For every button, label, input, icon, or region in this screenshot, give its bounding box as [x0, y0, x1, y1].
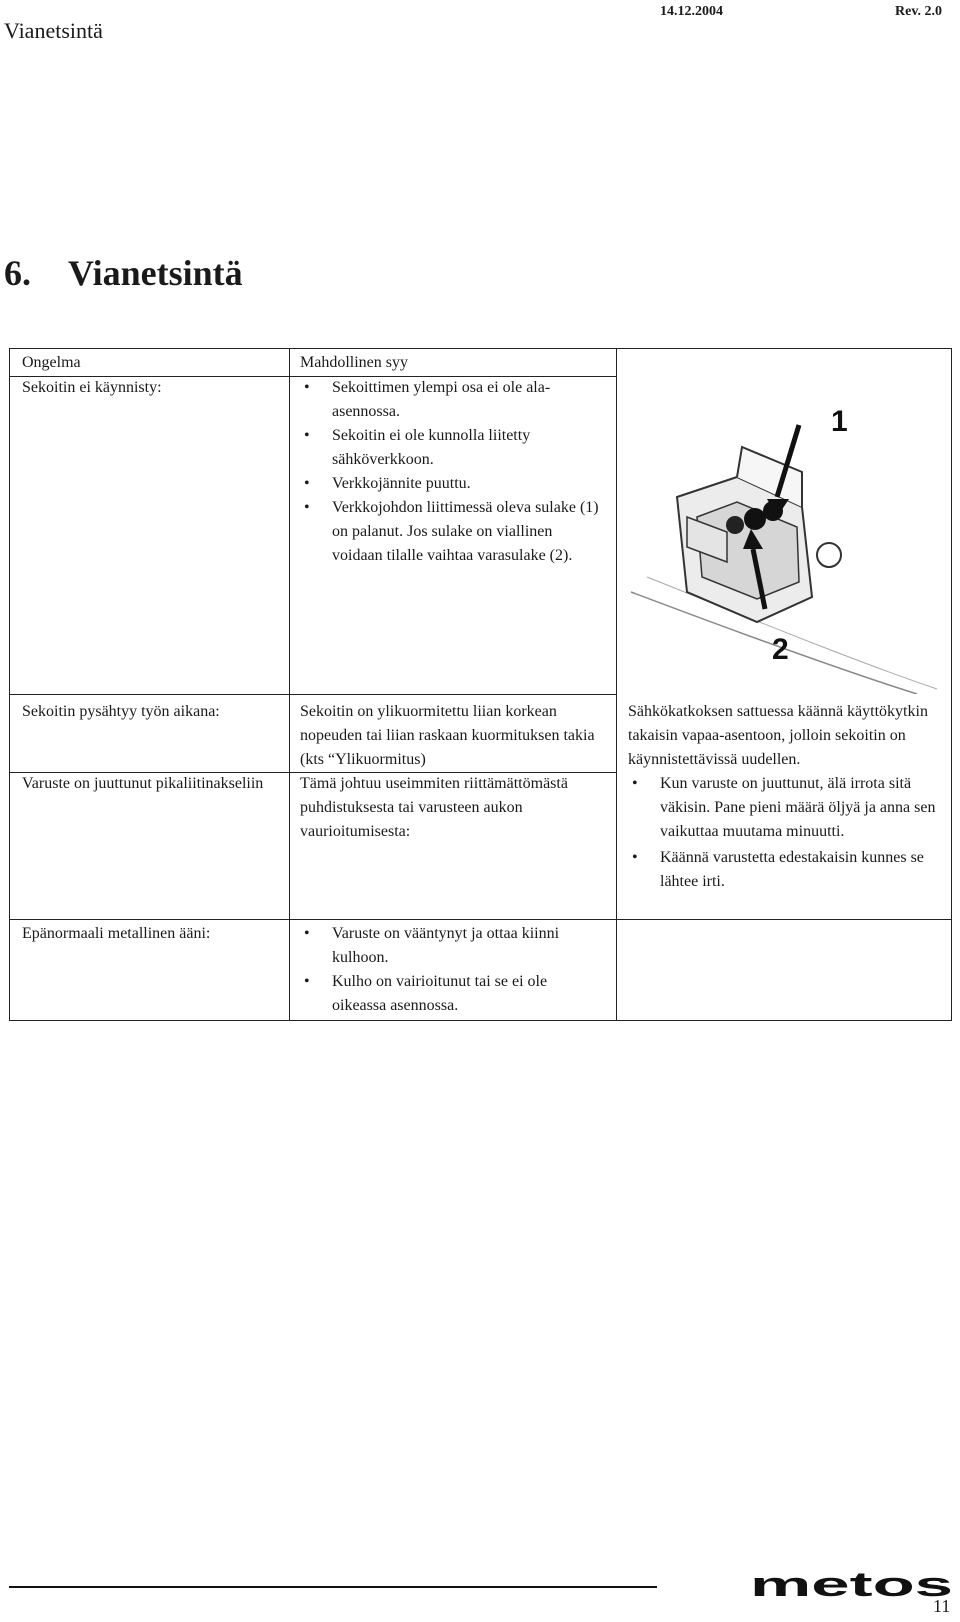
problem-text: Sekoitin ei käynnisty: [22, 379, 162, 396]
cause-list [300, 922, 605, 1018]
cause-text: Sekoitin on ylikuormitettu liian korkean nopeuden tai liian raskaan kuormituksen takia (kts “Ylikuormitus) [300, 703, 595, 768]
cause-item: • Verkkojännite puuttu. [300, 472, 600, 496]
cause-item: • Sekoittimen ylempi osa ei ole ala-asennossa. [300, 376, 600, 424]
header-cause: Mahdollinen syy [300, 354, 408, 371]
problem-text: Varuste on juuttunut pikaliitinakseliin [22, 775, 264, 792]
troubleshooting-table [9, 348, 952, 1021]
page-number: 11 [933, 1596, 951, 1616]
logo-text: metos [750, 1570, 953, 1600]
row-divider [10, 694, 616, 695]
cause-item: • Verkkojohdon liittimessä oleva sulake (1) on palanut. Jos sulake on viallinen voidaan tilalle vaihtaa varasulake (2). [300, 496, 600, 568]
fuse-diagram [617, 377, 951, 694]
header-date: 14.12.2004 [660, 4, 723, 19]
cause-item: • Varuste on vääntynyt ja ottaa kiinni kulhoon. [300, 922, 605, 970]
metos-logo [750, 1570, 955, 1600]
header-revision: Rev. 2.0 [895, 4, 943, 19]
remedy-list [628, 772, 938, 894]
chapter-heading [4, 252, 243, 294]
footer-rule [9, 1586, 657, 1588]
figure-label-spare-fuse: 2 [772, 633, 789, 666]
problem-text: Epänormaali metallinen ääni: [22, 925, 211, 942]
cause-item: • Kulho on vairioitunut tai se ei ole oikeassa asennossa. [300, 970, 605, 1018]
remedy-item: • Käännä varustetta edestakaisin kunnes se lähtee irti. [628, 846, 938, 894]
figure-label-fuse: 1 [831, 405, 848, 438]
chapter-title: Vianetsintä [68, 253, 243, 293]
cause-list [300, 376, 600, 568]
remedy-item: • Kun varuste on juuttunut, älä irrota sitä väkisin. Pane pieni määrä öljyä ja anna sen vaikuttaa muutama minuutti. [628, 772, 938, 844]
cause-text: Tämä johtuu useimmiten riittämättömästä puhdistuksesta tai varusteen aukon vaurioitumisesta: [300, 775, 568, 840]
header-title: Vianetsintä [4, 18, 103, 43]
chapter-number: 6. [4, 253, 31, 293]
row-divider [10, 919, 951, 920]
cause-item: • Sekoitin ei ole kunnolla liitetty sähköverkkoon. [300, 424, 600, 472]
remedy-text: Sähkökatkoksen sattuessa käännä käyttökytkin takaisin vapaa-asentoon, jolloin sekoitin on käynnistettävissä uudellen. [628, 703, 928, 768]
header-problem: Ongelma [22, 354, 81, 371]
problem-text: Sekoitin pysähtyy työn aikana: [22, 703, 220, 720]
